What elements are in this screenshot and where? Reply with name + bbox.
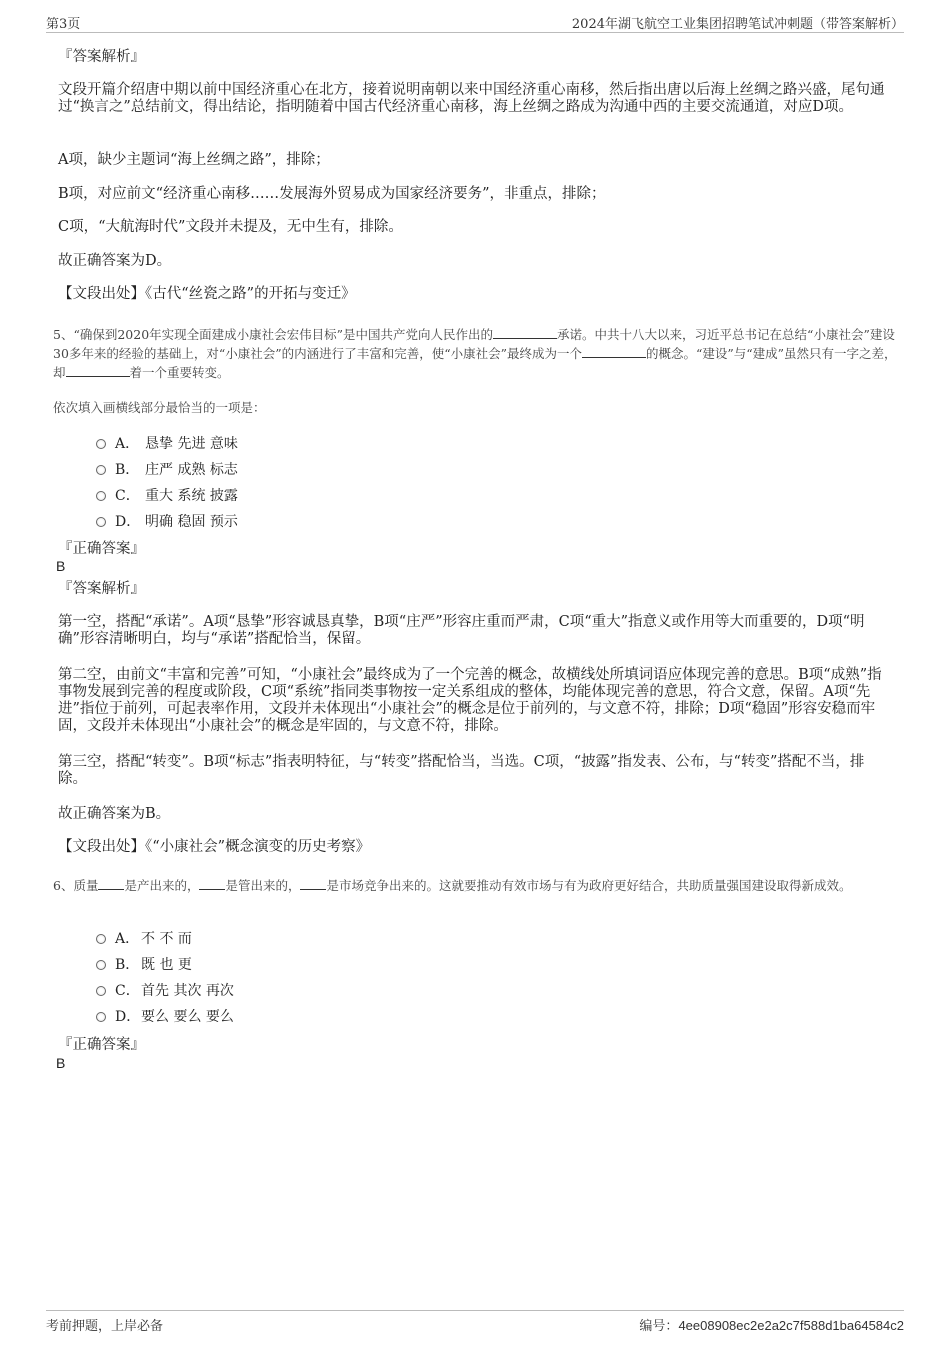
q5-stem-part: 社会”建设30多年来的经验的基础上，对“小康社会”的内涵进行了丰富和完善，使“小康社会”最终成为一个 [53, 327, 895, 361]
q6-stem-part: 是管出来的， [225, 878, 301, 893]
q5-analysis-blank-3: 第三空，搭配“转变”。B项“标志”指表明特征，与“转变”搭配恰当，当选。C项，“披露”指发表、公布，与“转变”搭配不当，排除。 [58, 754, 865, 787]
q6-option-b[interactable]: B． 既 也 更 [96, 956, 192, 974]
q5-stem-part: 5、“确保到2020年实现全面建成小康社会宏伟目标”是中国共产党向人民作出的 [53, 327, 494, 342]
q6-correct-heading: 『正确答案』 [58, 1037, 145, 1053]
q4-note-a: A项，缺少主题词“海上丝绸之路”，排除； [58, 152, 330, 168]
radio-icon[interactable] [96, 960, 106, 970]
q5-blank-1 [493, 326, 557, 339]
radio-icon[interactable] [96, 491, 106, 501]
q6-correct-answer: B [56, 1055, 66, 1071]
radio-icon[interactable] [96, 517, 106, 527]
q6-stem-part: 效。 [826, 878, 852, 893]
page-number: 第3页 [46, 17, 81, 32]
q5-analysis-heading: 『答案解析』 [58, 581, 145, 597]
radio-icon[interactable] [96, 465, 106, 475]
q5-option-d[interactable]: D． 明确 稳固 预示 [96, 513, 238, 531]
q5-blank-2 [582, 345, 646, 358]
q5-option-c[interactable]: C． 重大 系统 披露 [96, 487, 238, 505]
document-code-value: 4ee08908ec2e2a2c7f588d1ba64584c2 [678, 1318, 904, 1333]
q5-stem-part: 承诺。中共十八大以来，习近平总书记在总结“小康 [557, 327, 839, 342]
q5-conclusion: 故正确答案为B。 [58, 806, 171, 822]
q5-stem [53, 325, 898, 382]
q6-blank-2 [199, 877, 225, 890]
radio-icon[interactable] [96, 1012, 106, 1022]
header-divider [46, 32, 904, 33]
radio-icon[interactable] [96, 986, 106, 996]
q6-stem-part: 6、质量 [53, 878, 99, 893]
q6-option-c[interactable]: C．首先 其次 再次 [96, 982, 234, 1000]
q5-correct-heading: 『正确答案』 [58, 541, 145, 557]
q5-stem-part: 的概念。“建设”与“建 [645, 346, 766, 361]
q4-analysis-heading: 『答案解析』 [58, 49, 145, 65]
q6-blank-3 [300, 877, 326, 890]
q6-option-a[interactable]: A． 不 不 而 [96, 930, 192, 948]
document-code [639, 1315, 904, 1334]
q5-analysis-blank-2: 第二空，由前文“丰富和完善”可知，“小康社会”最终成为了一个完善的概念，故横线处所填词语应体现完善的意思。B项“成熟”指事物发展到完善的程度或阶段，C项“系统”指同类事物按一定关系组成的整体，均能体现完善的意思，符合文意，保留。A项“先进”指位于前列，可起表率作用，文段并未体现出“小康社会”的概念是位于前列的，与文意不符，排除；D项“稳固”形容安稳而牢固，文段并未体现出“小康社会”的概念是牢固的，与文意不符，排除。 [58, 667, 882, 734]
q6-stem [53, 876, 898, 895]
q4-analysis-paragraph: 文段开篇介绍唐中期以前中国经济重心在北方，接着说明南朝以来中国经济重心南移，然后指出唐以后海上丝绸之路兴盛，尾句通过“换言之”总结前文，得出结论，指明随着中国古代经济重心南移，海上丝绸之路成为沟通中西的主要交流通道，对应D项。 [58, 82, 885, 115]
document-code-label: 编号： [639, 1319, 679, 1334]
q4-conclusion: 故正确答案为D。 [58, 253, 172, 269]
q5-instruction: 依次填入画横线部分最恰当的一项是： [53, 400, 266, 415]
radio-icon[interactable] [96, 439, 106, 449]
document-title: 2024年湖飞航空工业集团招聘笔试冲刺题（带答案解析） [571, 17, 904, 32]
q5-blank-3 [66, 364, 130, 377]
q6-option-d[interactable]: D．要么 要么 要么 [96, 1008, 234, 1026]
q5-option-a[interactable]: A． 恳挚 先进 意味 [96, 435, 238, 453]
q6-stem-part: 是市场竞争出来的。这就要推动有效市场与有为政府更好结合，共助质量强国建设取得新成 [326, 878, 827, 893]
q5-stem-part: 成”虽然只有一字之差，却 [53, 346, 897, 380]
footer-divider [46, 1310, 904, 1311]
q4-note-c: C项，“大航海时代”文段并未提及，无中生有，排除。 [58, 219, 403, 235]
q5-analysis-blank-1: 第一空，搭配“承诺”。A项“恳挚”形容诚恳真挚，B项“庄严”形容庄重而严肃，C项“重大”指意义或作用等大而重要的，D项“明确”形容清晰明白，均与“承诺”搭配恰当，保留。 [58, 614, 865, 647]
radio-icon[interactable] [96, 934, 106, 944]
q5-option-b[interactable]: B． 庄严 成熟 标志 [96, 461, 238, 479]
q5-source: 【文段出处】《“小康社会”概念演变的历史考察》 [58, 839, 371, 855]
q6-stem-part: 是产出来的， [124, 878, 200, 893]
q5-correct-answer: B [56, 558, 66, 574]
q5-stem-part: 着一个重要转变。 [129, 365, 230, 380]
footer-slogan: 考前押题，上岸必备 [46, 1319, 164, 1334]
q6-blank-1 [98, 877, 124, 890]
q4-source: 【文段出处】《古代“丝瓷之路”的开拓与变迁》 [58, 286, 356, 302]
q4-note-b: B项，对应前文“经济重心南移……发展海外贸易成为国家经济要务”，非重点，排除； [58, 186, 606, 202]
